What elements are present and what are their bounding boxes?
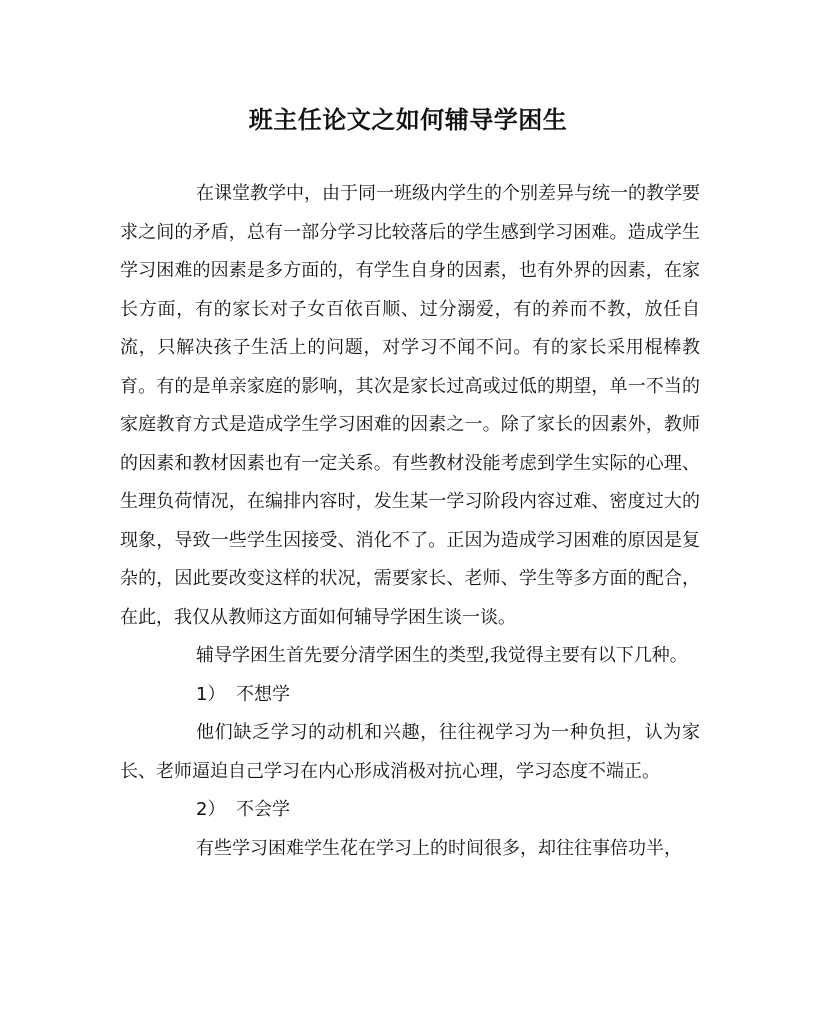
paragraph: 在课堂教学中，由于同一班级内学生的个别差异与统一的教学要求之间的矛盾，总有一部分学习比较落后的学生感到学习困难。造成学生学习困难的因素是多方面的，有学生自身的因素，也有外界的因素，在家长方面，有的家长对子女百依百顺、过分溺爱，有的养而不教，放任自流，只解决孩子生活上的问题，对学习不闻不问。有的家长采用棍棒教育。有的是单亲家庭的影响，其次是家长过高或过低的期望，单一不当的家庭教育方式是造成学生学习困难的因素之一。除了家长的因素外，教师的因素和教材因素也有一定关系。有些教材没能考虑到学生实际的心理、生理负荷情况，在编排内容时，发生某一学习阶段内容过难、密度过大的现象，导致一些学生因接受、消化不了。正因为造成学习困难的原因是复杂的，因此要改变这样的状况，需要家长、老师、学生等多方面的配合，在此，我仅从教师这方面如何辅导学困生谈一谈。 <box>120 183 700 628</box>
document-title: 班主任论文之如何辅导学困生 <box>248 105 568 134</box>
document-body <box>120 175 700 868</box>
list-item-label: 不会学 <box>236 799 290 820</box>
list-item-number: 1） <box>196 683 226 705</box>
paragraph: 辅导学困生首先要分清学困生的类型,我觉得主要有以下几种。 <box>196 645 688 666</box>
list-item-1 <box>120 676 700 715</box>
paragraph: 有些学习困难学生花在学习上的时间很多，却往往事倍功半， <box>196 837 682 859</box>
paragraph: 他们缺乏学习的动机和兴趣，往往视学习为一种负担，认为家长、老师逼迫自己学习在内心形成消极对抗心理，学习态度不端正。 <box>120 722 700 782</box>
list-item-number: 2） <box>196 799 226 820</box>
list-item-2 <box>120 791 700 830</box>
list-item-label: 不想学 <box>236 683 290 705</box>
